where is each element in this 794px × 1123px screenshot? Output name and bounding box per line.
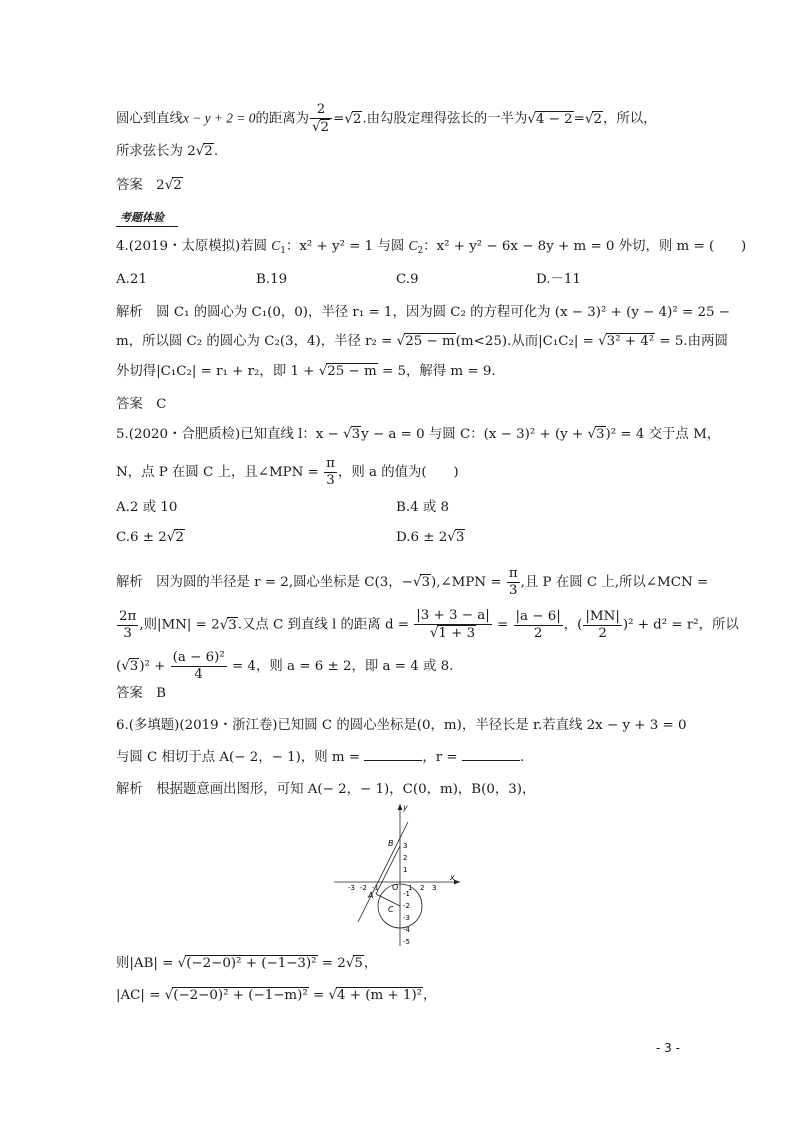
text: 的距离为 bbox=[255, 111, 309, 127]
fraction bbox=[324, 456, 337, 489]
option-c: C.6 ± 2√2 bbox=[116, 530, 184, 545]
text: = bbox=[492, 617, 513, 633]
answer-line: 答案 2√2 bbox=[116, 178, 182, 193]
text: = bbox=[573, 111, 585, 127]
numerator: |3 + 3 − a| bbox=[416, 608, 490, 623]
tangent-line bbox=[358, 822, 408, 922]
x-tick: 3 bbox=[432, 884, 437, 892]
text: ， bbox=[363, 956, 378, 971]
radicand: 1 + 3 bbox=[438, 626, 476, 641]
text: = 5，解得 m = 9. bbox=[377, 364, 496, 379]
solution-line: 解析 因为圆的半径是 r = 2,圆心坐标是 C(3，−√3),∠MPN = $\frac{\pi}{3}$ ,且 P 在圆 C 上,所以∠MCN = bbox=[116, 566, 709, 598]
question-stem bbox=[116, 456, 459, 489]
denominator: 3 bbox=[508, 583, 518, 598]
denominator: √2 bbox=[312, 120, 330, 135]
option-b: B.4 或 8 bbox=[396, 500, 450, 515]
numerator: 2 bbox=[310, 102, 332, 119]
radicand: (−2−0)² + (−1−3)² bbox=[186, 956, 317, 971]
text: )² + d² = r²，所以 bbox=[622, 617, 739, 633]
text: m，所以圆 C₂ 的圆心为 C₂(3，4)，半径 r₂ = bbox=[116, 334, 397, 349]
option-c: C.9 bbox=[396, 272, 419, 287]
fraction bbox=[171, 650, 227, 683]
numerator: |MN| bbox=[585, 608, 620, 624]
text: 圆心到直线 bbox=[116, 111, 183, 127]
x-tick: -2 bbox=[360, 884, 367, 892]
equation: x − y + 2 = 0 bbox=[182, 110, 256, 126]
question-stem: 6.(多填题)(2019・浙江卷)已知圆 C 的圆心坐标是(0，m)，半径长是 r.若直线 2x − y + 3 = 0 bbox=[116, 718, 687, 733]
text: |AC| = bbox=[116, 988, 165, 1003]
option-b: B.19 bbox=[256, 272, 288, 287]
x-tick: -1 bbox=[372, 884, 379, 892]
text: . bbox=[519, 750, 525, 765]
fraction bbox=[414, 608, 492, 642]
coordinate-figure bbox=[330, 800, 470, 948]
y-tick: 1 bbox=[403, 866, 408, 874]
x-tick: -3 bbox=[348, 884, 355, 892]
section-tag: 考题体验 bbox=[116, 208, 168, 227]
text: 解析 因为圆的半径是 r = 2,圆心坐标是 C(3，− bbox=[116, 575, 413, 590]
denominator: 2 bbox=[598, 625, 607, 641]
denominator: 3 bbox=[326, 473, 335, 488]
answer-label: 答案 bbox=[116, 686, 143, 701]
radicand: 2 bbox=[593, 111, 602, 127]
text: ,则|MN| = 2 bbox=[139, 617, 220, 633]
text: ，则 a 的值为( ) bbox=[337, 465, 459, 480]
text: 5.(2020・合肥质检)已知直线 l：x − bbox=[116, 427, 344, 442]
text: 外切得|C₁C₂| = r₁ + r₂，即 1 + bbox=[116, 364, 319, 379]
radicand: 3 bbox=[351, 427, 361, 442]
radicand: 2 bbox=[320, 120, 330, 135]
radicand: 3 bbox=[228, 617, 237, 633]
text: = bbox=[333, 111, 345, 127]
y-tick: -4 bbox=[403, 926, 410, 934]
y-tick: -3 bbox=[403, 914, 410, 922]
page-number: - 3 - bbox=[656, 1041, 680, 1055]
option-d: D.－11 bbox=[536, 272, 581, 287]
fraction bbox=[514, 609, 563, 642]
answer-line bbox=[116, 395, 166, 415]
text: 与圆 C 相切于点 A(− 2，− 1)，则 m = bbox=[116, 750, 365, 765]
text: . bbox=[213, 144, 219, 159]
text: )² + bbox=[139, 659, 170, 674]
text-line: 所求弦长为 2√2. bbox=[116, 144, 219, 159]
radicand: 3 bbox=[421, 575, 430, 590]
point-a-label: A bbox=[368, 891, 374, 900]
text: ：x² + y² = 1 与圆 bbox=[285, 239, 409, 254]
fraction bbox=[583, 609, 621, 642]
denominator: 4 bbox=[194, 667, 203, 682]
text-line: 圆心到直线x − y + 2 = 0的距离为 $\frac{2}{√2}$ =√2.由勾股定理得弦长的一半为√4 − 2=√2，所以， bbox=[116, 102, 657, 135]
solution-line: $\frac{2\pi}{3}$ ,则|MN| = 2√3.又点 C 到直线 l 的距离 d = $\frac{|3 + 3 - a|}{√1 + 3}$ = $\frac{|a - 6|}{2}$ ，( $\frac{|MN|}{2}$ )² + d² = r²，所以 bbox=[119, 608, 739, 641]
text: ,且 P 在圆 C 上,所以∠MCN = bbox=[520, 575, 709, 590]
y-tick: 3 bbox=[403, 842, 408, 850]
text: ，( bbox=[563, 617, 583, 633]
solution-line: |AC| = √(−2−0)² + (−1−m)² = √4 + (m + 1)²， bbox=[116, 988, 437, 1003]
text: .又点 C 到直线 l 的距离 d = bbox=[237, 617, 414, 633]
radicand: 5 bbox=[354, 956, 363, 971]
radicand: 3 bbox=[596, 427, 605, 442]
y-tick: -5 bbox=[403, 938, 410, 946]
numerator: (a − 6)² bbox=[172, 650, 225, 665]
text: ),∠MPN = bbox=[430, 575, 506, 590]
x-tick: 2 bbox=[420, 884, 425, 892]
text: = 2 bbox=[317, 956, 346, 971]
x-axis-label: x bbox=[450, 873, 455, 882]
radicand: 2 bbox=[204, 144, 213, 159]
x-tick: 1 bbox=[408, 884, 413, 892]
fraction bbox=[507, 566, 520, 599]
radicand: 3 bbox=[129, 659, 139, 674]
text: N，点 P 在圆 C 上，且∠MPN = bbox=[116, 465, 324, 480]
y-tick-labels bbox=[403, 842, 411, 946]
answer-blank bbox=[462, 748, 520, 761]
y-tick: -1 bbox=[403, 890, 410, 898]
radicand: 3 bbox=[455, 530, 465, 545]
y-axis-label: y bbox=[403, 803, 408, 812]
radicand: 2 bbox=[175, 530, 184, 545]
text: ( bbox=[116, 659, 122, 674]
text: = bbox=[308, 988, 329, 1003]
answer-label: 答案 bbox=[116, 178, 143, 193]
text: = 4，则 a = 6 ± 2，即 a = 4 或 8. bbox=[227, 659, 454, 674]
radicand: 4 − 2 bbox=[535, 111, 573, 127]
solution-line: (√3)² + $\frac{\text{(a − 6)²}}{4}$ = 4，则 a = 6 ± 2，即 a = 4 或 8. bbox=[116, 650, 454, 682]
radicand: 4 + (m + 1)² bbox=[337, 988, 423, 1003]
denominator: 2 bbox=[533, 625, 543, 641]
numerator: π bbox=[508, 566, 518, 581]
point-b-label: B bbox=[388, 839, 394, 848]
origin-label: O bbox=[392, 883, 399, 892]
text: .由勾股定理得弦长的一半为 bbox=[362, 111, 528, 127]
answer: C bbox=[156, 397, 167, 412]
radicand: 3² + 4² bbox=[606, 334, 655, 349]
answer: B bbox=[156, 686, 167, 701]
fraction bbox=[310, 102, 332, 136]
radicand: (−2−0)² + (−1−m)² bbox=[173, 988, 308, 1003]
denominator: 3 bbox=[123, 625, 132, 641]
radicand: 2 bbox=[173, 178, 182, 193]
numerator: π bbox=[326, 456, 335, 471]
text: D.6 ± 2 bbox=[396, 530, 448, 545]
text: )² = 4 交于点 M， bbox=[605, 427, 721, 442]
y-tick: 2 bbox=[403, 854, 408, 862]
solution-line: 解析 圆 C₁ 的圆心为 C₁(0，0)，半径 r₁ = 1，因为圆 C₂ 的方程可化为 (x − 3)² + (y − 4)² = 25 − bbox=[116, 305, 730, 320]
solution-line: 外切得|C₁C₂| = r₁ + r₂，即 1 + √25 − m = 5，解得 m = 9. bbox=[116, 364, 496, 379]
answer: 2 bbox=[156, 178, 165, 193]
text: 4.(2019・太原模拟)若圆 bbox=[116, 239, 272, 254]
text: ，所以， bbox=[602, 111, 657, 127]
question-stem bbox=[116, 748, 524, 768]
fraction bbox=[117, 609, 138, 642]
text: (m<25).从而|C₁C₂| = bbox=[455, 334, 599, 349]
text: ：x² + y² − 6x − 8y + m = 0 外切，则 m = ( ) bbox=[423, 239, 747, 254]
radicand: 25 − m bbox=[327, 364, 377, 379]
solution-line: m，所以圆 C₂ 的圆心为 C₂(3，4)，半径 r₂ = √25 − m(m<25).从而|C₁C₂| = √3² + 4² = 5.由两圆 bbox=[116, 334, 728, 349]
x-axis-arrow-icon bbox=[454, 880, 460, 885]
text: = 5.由两圆 bbox=[655, 334, 728, 349]
text: C.6 ± 2 bbox=[116, 530, 167, 545]
y-axis-arrow-icon bbox=[398, 804, 403, 810]
text: 则|AB| = bbox=[116, 956, 178, 971]
option-d: D.6 ± 2√3 bbox=[396, 530, 465, 545]
radicand: 25 − m bbox=[405, 334, 455, 349]
text: 所求弦长为 2 bbox=[116, 144, 196, 159]
y-tick: -2 bbox=[403, 902, 410, 910]
option-a: A.2 或 10 bbox=[116, 500, 178, 515]
numerator: 2π bbox=[119, 608, 137, 624]
question-stem: 5.(2020・合肥质检)已知直线 l：x − √3y − a = 0 与圆 C：(x − 3)² + (y + √3)² = 4 交于点 M， bbox=[116, 427, 721, 442]
point-c-label: C bbox=[388, 905, 394, 914]
option-a: A.21 bbox=[116, 272, 147, 287]
answer-label: 答案 bbox=[116, 397, 143, 412]
text: ，r = bbox=[422, 750, 462, 765]
solution-line: 解析 根据题意画出图形，可知 A(− 2，− 1)，C(0，m)，B(0，3)， bbox=[116, 782, 536, 797]
numerator: |a − 6| bbox=[515, 608, 561, 624]
denominator: √1 + 3 bbox=[429, 626, 476, 641]
answer-blank bbox=[364, 748, 422, 761]
radicand: 2 bbox=[352, 111, 362, 127]
text: ， bbox=[423, 988, 437, 1003]
solution-line: 则|AB| = √(−2−0)² + (−1−3)² = 2√5， bbox=[116, 956, 378, 971]
text: y − a = 0 与圆 C：(x − 3)² + (y + bbox=[361, 427, 588, 442]
answer-line bbox=[116, 684, 166, 704]
question-stem: 4.(2019・太原模拟)若圆 $C_1$：x² + y² = 1 与圆 $C_2$：x² + y² − 6x − 8y + m = 0 外切，则 m = ( ) bbox=[116, 238, 747, 256]
